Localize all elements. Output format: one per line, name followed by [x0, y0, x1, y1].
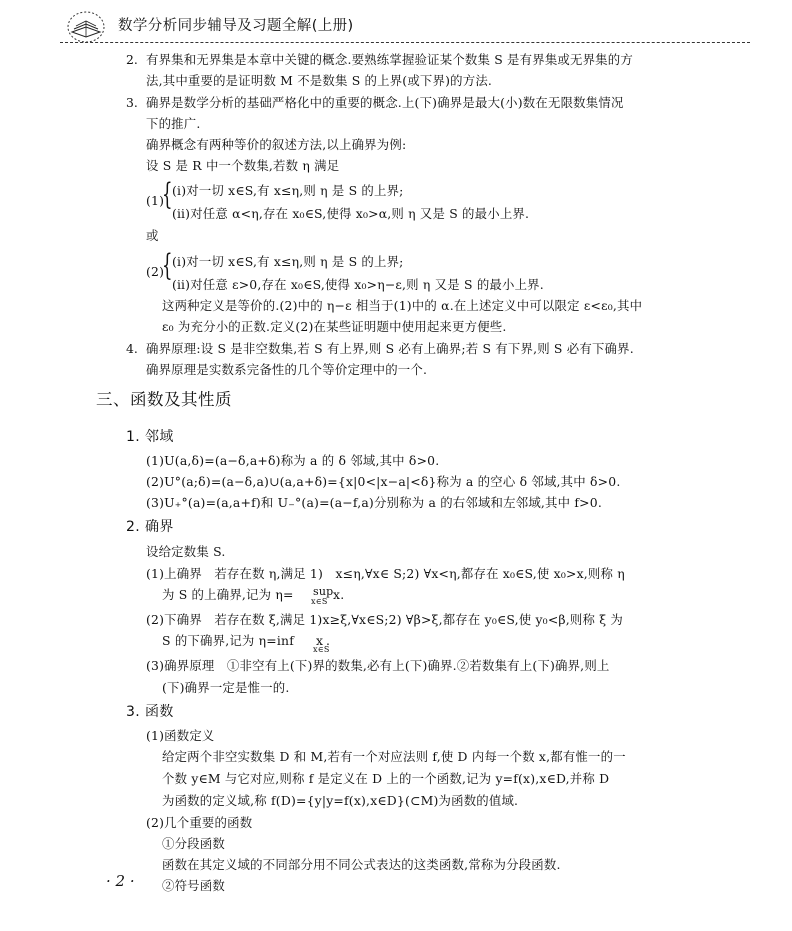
- text-line: 下的推广.: [146, 116, 201, 131]
- text-line: 确界原理:设 S 是非空数集,若 S 有上界,则 S 必有上确界;若 S 有下界,则 S 必有下确界.: [146, 341, 634, 356]
- text-line: (2)下确界 若存在数 ξ,满足 1)x≥ξ,∀x∈S;2) ∀β>ξ,都存在 y₀∈S,使 y₀<β,则称 ξ 为: [146, 612, 624, 627]
- text-line: x.: [333, 587, 345, 602]
- text-line: 设 S 是 R 中一个数集,若数 η 满足: [146, 158, 340, 173]
- text-line: (3)U₊°(a)=(a,a+f)和 U₋°(a)=(a−f,a)分别称为 a 的右邻域和左邻域,其中 f>0.: [146, 495, 602, 510]
- left-brace: {: [162, 177, 173, 212]
- text-line: .: [326, 633, 331, 648]
- item-number: 4.: [126, 341, 138, 356]
- text-line: ②符号函数: [162, 878, 225, 893]
- text-line: S 的下确界,记为 η=inf: [162, 633, 294, 648]
- text-line: (3)确界原理 ①非空有上(下)界的数集,必有上(下)确界.②若数集有上(下)确界,则上: [146, 658, 610, 673]
- text-line: 设给定数集 S.: [146, 544, 226, 559]
- header-rule: [60, 42, 750, 43]
- text-line: (2)U°(a;δ)=(a−δ,a)∪(a,a+δ)={x|0<|x−a|<δ}称为 a 的空心 δ 邻域,其中 δ>0.: [146, 474, 621, 489]
- text-line: (1)上确界 若存在数 η,满足 1) x≤η,∀x∈ S;2) ∀x<η,都存在 x₀∈S,使 x₀>x,则称 η: [146, 566, 625, 581]
- text-line: 确界概念有两种等价的叙述方法,以上确界为例:: [146, 137, 407, 152]
- text-line: ε₀ 为充分小的正数.定义(2)在某些证明题中使用起来更方便些.: [162, 319, 507, 334]
- text-line: (2)几个重要的函数: [146, 815, 253, 830]
- sup-operator: sup: [313, 585, 334, 598]
- running-header: [60, 8, 750, 44]
- text-line: 法,其中重要的是证明数 M 不是数集 S 的上界(或下界)的方法.: [146, 73, 493, 88]
- item-number: 3.: [126, 95, 138, 110]
- text-line: ①分段函数: [162, 836, 225, 851]
- definition-line: (ⅰ)对一切 x∈S,有 x≤η,则 η 是 S 的上界;: [172, 254, 404, 269]
- item-number: 2.: [126, 52, 138, 67]
- inf-subscript: x∈S: [313, 645, 330, 654]
- definition-label: (2): [146, 264, 165, 279]
- sup-subscript: x∈S: [311, 597, 328, 606]
- left-brace: {: [162, 248, 173, 283]
- text-line: 个数 y∈M 与它对应,则称 f 是定义在 D 上的一个函数,记为 y=f(x),x∈D,并称 D: [162, 771, 610, 786]
- definition-line: (ⅱ)对任意 α<η,存在 x₀∈S,使得 x₀>α,则 η 又是 S 的最小上界.: [172, 206, 530, 221]
- text-line: 确界原理是实数系完备性的几个等价定理中的一个.: [146, 362, 428, 377]
- section-heading: 三、函数及其性质: [96, 390, 232, 409]
- open-book-icon: [66, 10, 106, 44]
- definition-label: (1): [146, 193, 165, 208]
- text-line: 或: [146, 228, 159, 243]
- definition-line: (ⅱ)对任意 ε>0,存在 x₀∈S,使得 x₀>η−ε,则 η 又是 S 的最小上界.: [172, 277, 544, 292]
- text-line: 确界是数学分析的基础严格化中的重要的概念.上(下)确界是最大(小)数在无限数集情况: [146, 95, 624, 110]
- inf-variable: x: [316, 633, 324, 648]
- text-line: 为函数的定义域,称 f(D)={y|y=f(x),x∈D}(⊂M)为函数的值域.: [162, 793, 519, 808]
- text-line: 为 S 的上确界,记为 η=: [162, 587, 294, 602]
- text-line: (1)函数定义: [146, 728, 215, 743]
- page-number: · 2 ·: [106, 872, 135, 890]
- text-line: (1)U(a,δ)=(a−δ,a+δ)称为 a 的 δ 邻域,其中 δ>0.: [146, 453, 440, 468]
- text-line: (下)确界一定是惟一的.: [162, 680, 290, 695]
- subsection-heading: 1. 邻域: [126, 429, 174, 445]
- text-line: 函数在其定义域的不同部分用不同公式表达的这类函数,常称为分段函数.: [162, 857, 561, 872]
- subsection-heading: 3. 函数: [126, 704, 174, 720]
- text-line: 给定两个非空实数集 D 和 M,若有一个对应法则 f,使 D 内每一个数 x,都有惟一的一: [162, 749, 626, 764]
- text-line: 这两种定义是等价的.(2)中的 η−ε 相当于(1)中的 α.在上述定义中可以限定 ε<ε₀,其中: [162, 298, 643, 313]
- subsection-heading: 2. 确界: [126, 519, 174, 535]
- book-title: 数学分析同步辅导及习题全解(上册): [118, 18, 354, 34]
- text-line: 有界集和无界集是本章中关键的概念.要熟练掌握验证某个数集 S 是有界集或无界集的方: [146, 52, 633, 67]
- definition-line: (ⅰ)对一切 x∈S,有 x≤η,则 η 是 S 的上界;: [172, 183, 404, 198]
